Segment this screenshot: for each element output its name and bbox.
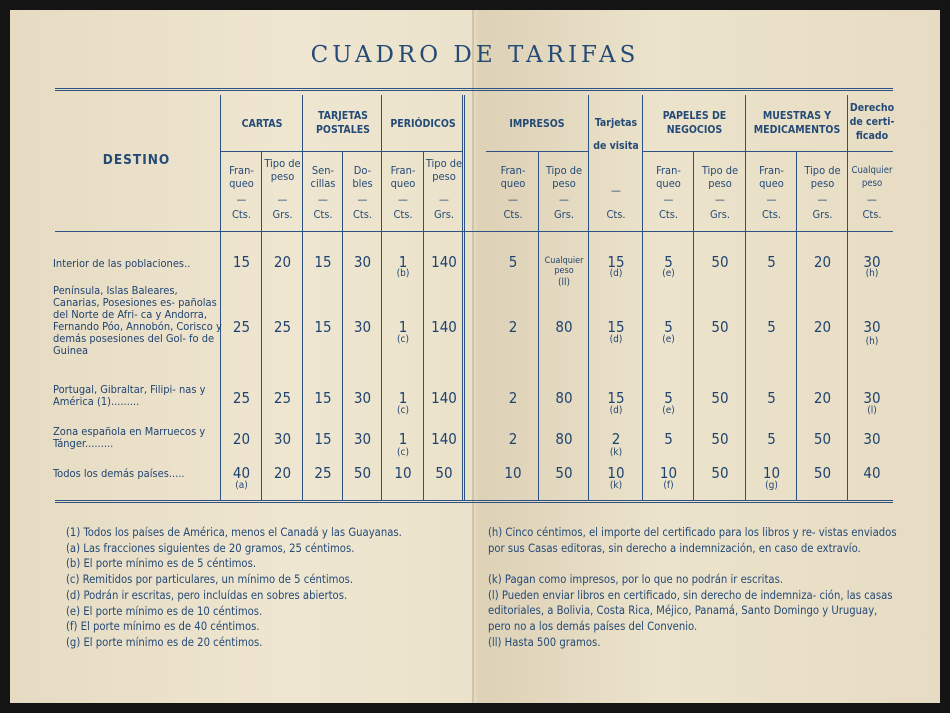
footnote: (ll) Hasta 500 gramos. <box>488 635 601 649</box>
subheader-tipo-peso: Tipo de peso <box>701 164 739 190</box>
table-cell: 30 <box>353 318 372 336</box>
note-ref: (h) <box>865 268 879 279</box>
table-cell: 10 <box>394 464 412 482</box>
table-cell: 5 <box>664 430 673 448</box>
footnote: (k) Pagan como impresos, por lo que no podrán ir escritas. <box>488 573 784 586</box>
unit-grs: Grs. <box>709 208 731 221</box>
header-destino: DESTINO <box>102 152 171 168</box>
table-cell: 1 <box>398 318 408 336</box>
note-ref: (f) <box>663 480 674 491</box>
footnote: (a) Las fracciones siguientes de 20 gramos, 25 céntimos. <box>66 541 355 555</box>
footnote: (f) El porte mínimo es de 40 céntimos. <box>66 620 260 634</box>
table-cell: 30 <box>863 389 881 407</box>
unit-cts: Cts. <box>313 208 333 221</box>
unit-cts: Cts. <box>231 208 252 221</box>
table-cell: 2 <box>508 430 518 448</box>
unit-grs: Grs. <box>433 208 455 221</box>
subheader-tipo-peso: Tipo de peso <box>264 157 301 183</box>
subheader-tipo-peso: Tipo de peso <box>545 164 583 190</box>
table-cell: 25 <box>232 389 251 407</box>
table-cell: 5 <box>508 253 518 271</box>
subcol-divider <box>261 152 262 500</box>
table-cell: 5 <box>767 430 776 448</box>
row-destino: Todos los demás países..... <box>53 467 185 480</box>
header-impresos: IMPRESOS <box>509 118 565 130</box>
dash: — <box>398 193 408 206</box>
col-divider <box>588 95 589 500</box>
table-cell: 25 <box>314 464 332 482</box>
table-cell: 140 <box>431 253 457 271</box>
subheader-franqueo: Fran- queo <box>390 164 416 190</box>
dash: — <box>559 193 569 206</box>
table-cell: 5 <box>767 389 776 407</box>
note-ref: (ll) <box>557 277 571 288</box>
footnote: (e) El porte mínimo es de 10 céntimos. <box>66 604 263 618</box>
table-cell: 50 <box>711 253 729 271</box>
unit-cts: Cts. <box>606 208 626 221</box>
table-cell: 15 <box>607 389 625 407</box>
dash: — <box>236 193 247 206</box>
header-periodicos: PERIÓDICOS <box>390 118 456 130</box>
table-cell: 80 <box>555 389 573 407</box>
table-cell: 20 <box>273 253 292 271</box>
header-muestras: MUESTRAS Y MEDICAMENTOS <box>753 110 841 136</box>
page-title: CUADRO DE TARIFAS <box>310 42 640 68</box>
subheader-franqueo: Fran- queo <box>759 164 784 190</box>
subheader-cualquier-peso: Cualquier peso <box>851 165 893 189</box>
note-ref: (a) <box>235 480 248 491</box>
table-cell: 1 <box>398 430 408 448</box>
header-rule <box>55 231 893 232</box>
table-cell: 1 <box>398 389 408 407</box>
table-cell: 15 <box>314 389 332 407</box>
table-cell: 50 <box>435 464 453 482</box>
unit-cts: Cts. <box>393 208 413 221</box>
col-divider <box>847 95 848 500</box>
unit-cts: Cts. <box>352 208 373 221</box>
table-cell: 20 <box>273 464 292 482</box>
col-divider <box>302 95 303 500</box>
col-divider <box>381 95 382 500</box>
header-tarjetas-postales: TARJETAS POSTALES <box>316 110 370 136</box>
subheader-franqueo: Fran- queo <box>656 164 681 190</box>
group-rule <box>486 151 588 152</box>
group-rule <box>847 151 893 152</box>
subheader-tipo-peso: Tipo de peso <box>804 164 841 190</box>
unit-grs: Grs. <box>553 208 575 221</box>
table-cell: 5 <box>664 318 673 336</box>
dash: — <box>357 193 368 206</box>
col-divider <box>642 95 643 500</box>
header-certificado: Derecho de certi- ficado <box>849 102 895 142</box>
note-ref: (c) <box>397 447 409 458</box>
table-cell: 15 <box>232 253 251 271</box>
footnote: (1) Todos los países de América, menos el Canadá y las Guayanas. <box>66 526 402 539</box>
note-ref: (k) <box>609 447 623 458</box>
footnote: (c) Remitidos por particulares, un mínimo de 5 céntimos. <box>66 573 354 587</box>
group-rule <box>220 151 462 152</box>
subheader-franqueo: Fran- queo <box>229 164 254 190</box>
table-cell: 40 <box>863 464 881 482</box>
table-cell: 1 <box>398 253 408 271</box>
dash: — <box>508 193 518 206</box>
table-cell: 50 <box>711 464 729 482</box>
table-cell: 20 <box>813 389 832 407</box>
note-ref: (e) <box>662 334 675 345</box>
subheader-tipo-peso: Tipo de peso <box>425 157 463 183</box>
table-cell: 25 <box>232 318 251 336</box>
table-cell: 80 <box>555 318 573 336</box>
table-bottom-rule <box>55 500 893 503</box>
subheader-dobles: Do- bles <box>352 164 373 190</box>
note-ref: (e) <box>662 268 675 279</box>
table-cell: 2 <box>508 318 518 336</box>
header-tarjetas-visita: Tarjetas de visita <box>593 117 639 152</box>
table-cell: 5 <box>767 253 776 271</box>
footnote: (h) Cinco céntimos, el importe del certificado para los libros y re- vistas enviados por sus Casas editoras, sin derecho a indemnización, en caso de extravío. <box>488 526 897 555</box>
unit-cts: Cts. <box>503 208 523 221</box>
footnote: (b) El porte mínimo es de 5 céntimos. <box>66 557 257 571</box>
subcol-divider <box>538 152 539 500</box>
unit-cts: Cts. <box>761 208 782 221</box>
row-destino: Interior de las poblaciones.. <box>53 257 191 270</box>
table-cell: 20 <box>813 318 832 336</box>
table-cell: 5 <box>664 389 673 407</box>
footnote: (l) Pueden enviar libros en certificado, sin derecho de indemniza- ción, las casas editoriales, a Bolivia, Costa Rica, Méjico, Panamá, Santo Domingo y Uruguay, pero no a los demás países del Convenio. <box>488 588 893 634</box>
subcol-divider <box>423 152 424 500</box>
table-cell: 140 <box>431 430 457 448</box>
dash: — <box>817 193 828 206</box>
unit-grs: Grs. <box>812 208 833 221</box>
table-cell: 30 <box>353 253 372 271</box>
center-fold <box>472 10 474 703</box>
table-cell: 30 <box>863 318 881 336</box>
note-ref: (c) <box>397 405 409 416</box>
note-ref: (e) <box>662 405 675 416</box>
group-rule <box>642 151 847 152</box>
table-cell: 15 <box>314 253 332 271</box>
col-divider <box>745 95 746 500</box>
table-cell: 25 <box>273 318 292 336</box>
dash: — <box>867 193 877 206</box>
table-cell: 2 <box>611 430 621 448</box>
table-cell: 40 <box>232 464 251 482</box>
table-cell: 50 <box>813 464 832 482</box>
footnote: (g) El porte mínimo es de 20 céntimos. <box>66 635 263 649</box>
table-cell: 50 <box>711 389 729 407</box>
dash: — <box>611 184 621 197</box>
table-cell: 50 <box>711 318 729 336</box>
table-cell: 140 <box>431 389 457 407</box>
note-ref: (c) <box>397 334 409 345</box>
unit-cts: Cts. <box>862 208 882 221</box>
subcol-divider <box>693 152 694 500</box>
table-cell: 15 <box>314 430 332 448</box>
table-cell: 50 <box>711 430 729 448</box>
note-ref: (k) <box>609 480 623 491</box>
dash: — <box>663 193 674 206</box>
table-cell: 50 <box>555 464 573 482</box>
row-destino: Península, Islas Baleares, Canarias, Posesiones es- pañolas del Norte de Afri- ca y Andorra, Fernando Póo, Annobón, Corisco y demás posesiones del Gol- fo de Guinea <box>53 284 222 357</box>
header-cartas: CARTAS <box>241 118 283 130</box>
table-cell: 30 <box>273 430 292 448</box>
dash: — <box>439 193 449 206</box>
row-destino: Zona española en Marruecos y Tánger......... <box>53 425 206 450</box>
subheader-sencillas: Sen- cillas <box>310 164 336 190</box>
dash: — <box>766 193 777 206</box>
table-cell: 5 <box>664 253 673 271</box>
table-cell: 140 <box>431 318 457 336</box>
table-cell: 15 <box>607 253 625 271</box>
note-ref: (d) <box>609 405 623 416</box>
table-cell: 10 <box>762 464 781 482</box>
table-cell: 20 <box>232 430 251 448</box>
table-cell: 15 <box>314 318 332 336</box>
note-ref: (d) <box>609 268 623 279</box>
table-cell: 30 <box>353 389 372 407</box>
subcol-divider <box>342 152 343 500</box>
table-cell: 10 <box>659 464 678 482</box>
dash: — <box>318 193 328 206</box>
table-cell: 20 <box>813 253 832 271</box>
unit-cts: Cts. <box>658 208 679 221</box>
header-papeles: PAPELES DE NEGOCIOS <box>662 110 727 136</box>
table-cell: 2 <box>508 389 518 407</box>
dash: — <box>715 193 725 206</box>
table-cell: 5 <box>767 318 776 336</box>
table-top-rule <box>55 88 893 91</box>
table-cell: 80 <box>555 430 573 448</box>
unit-grs: Grs. <box>272 208 293 221</box>
note-ref: (l) <box>867 405 877 416</box>
dash: — <box>277 193 288 206</box>
subcol-divider <box>796 152 797 500</box>
note-ref: (g) <box>765 480 778 491</box>
table-cell: 15 <box>607 318 625 336</box>
note-ref: (d) <box>609 334 623 345</box>
note-ref: (h) <box>865 336 879 347</box>
table-cell: 50 <box>813 430 832 448</box>
footnote: (d) Podrán ir escritas, pero incluídas en sobres abiertos. <box>66 588 348 602</box>
subheader-franqueo: Fran- queo <box>500 164 526 190</box>
table-cell: 30 <box>863 430 881 448</box>
table-cell: 50 <box>353 464 372 482</box>
table-cell: Cualquier peso <box>544 256 584 276</box>
table-cell: 30 <box>353 430 372 448</box>
table-cell: 30 <box>863 253 881 271</box>
table-cell: 10 <box>504 464 522 482</box>
table-cell: 10 <box>607 464 625 482</box>
table-cell: 25 <box>273 389 292 407</box>
row-destino: Portugal, Gibraltar, Filipi- nas y América (1)......... <box>53 383 206 408</box>
note-ref: (b) <box>396 268 410 279</box>
